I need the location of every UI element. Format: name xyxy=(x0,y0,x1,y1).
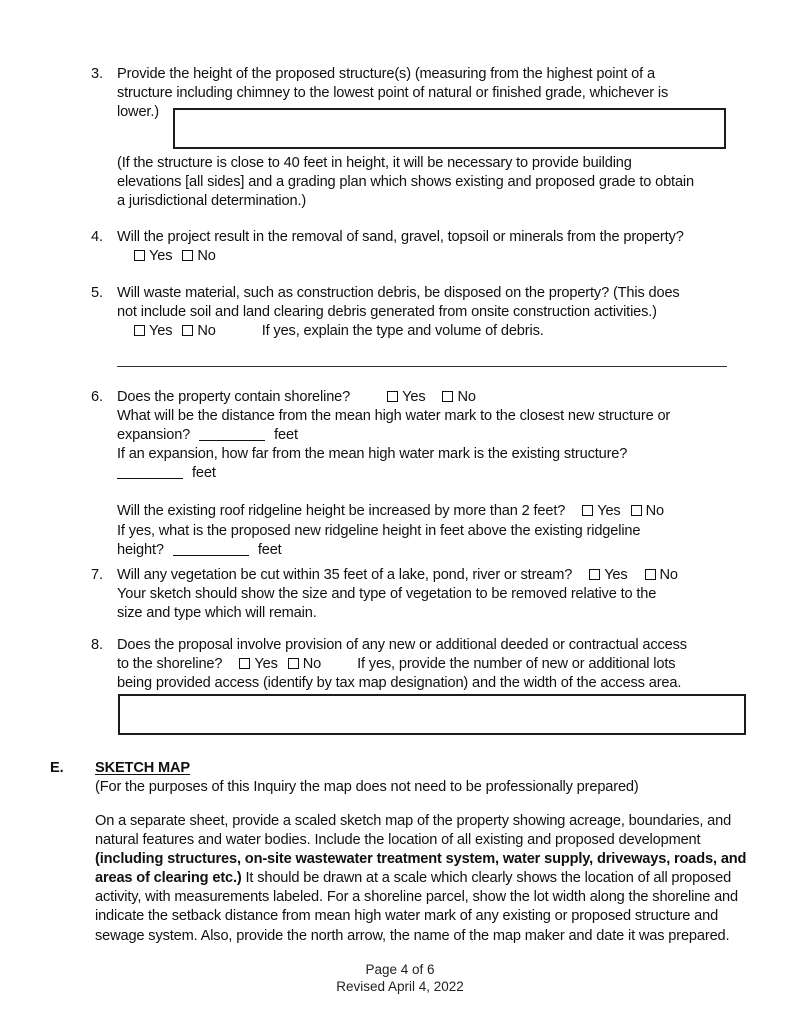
question-3-number: 3. xyxy=(91,66,103,82)
question-6-expansion-feet-label: feet xyxy=(274,427,298,444)
question-6-lead-line xyxy=(117,388,761,407)
question-7-lead: Will any vegetation be cut within 35 feet of a lake, pond, river or stream? xyxy=(117,567,573,583)
question-6-ridgeline-yes-checkbox[interactable] xyxy=(582,505,593,516)
footer-page-label: Page 4 of 6 xyxy=(365,962,435,977)
question-7-yes-label: Yes xyxy=(604,567,628,583)
section-e-paragraph-part-2: It should be drawn at a scale which clearly shows the location of all proposed activity, with measurements labeled. For a shoreline parcel, show the lot width along the shoreline and indicate the setback distance from mean high water mark of any existing or proposed structure and sewage system. Also, provide the north arrow, the name of the map maker and date it was prepared. xyxy=(95,870,738,944)
page-footer xyxy=(0,961,800,995)
question-3-answer-box[interactable] xyxy=(173,108,726,149)
question-6-ridgeline-followup-b xyxy=(117,541,761,560)
question-6-ridgeline-line xyxy=(117,502,761,521)
section-e-paragraph xyxy=(95,812,750,946)
question-7-body xyxy=(117,566,771,623)
question-6-existing-line: If an expansion, how far from the mean high water mark is the existing structure? xyxy=(117,446,628,463)
question-7-no-checkbox[interactable] xyxy=(645,569,656,580)
question-6-yes-label: Yes xyxy=(402,389,426,405)
question-8-number: 8. xyxy=(91,637,103,653)
question-4-no-label: No xyxy=(197,248,216,265)
section-e-paragraph-part-1: On a separate sheet, provide a scaled sketch map of the property showing acreage, boundaries, and natural features and water bodies. Include the location of all existing and proposed development xyxy=(95,813,732,849)
question-4-options xyxy=(117,247,751,266)
question-8-yes-checkbox[interactable] xyxy=(239,658,250,669)
question-3-line-2: structure including chimney to the lowest point of natural or finished grade, whichever is xyxy=(117,85,669,102)
question-6 xyxy=(91,388,761,560)
question-5-line-2: not include soil and land clearing debris generated from onsite construction activities.) xyxy=(117,304,657,321)
question-5 xyxy=(91,284,751,341)
question-7-no-label: No xyxy=(659,567,678,583)
question-8-shoreline-prefix: to the shoreline? xyxy=(117,656,223,673)
question-6-yes-checkbox[interactable] xyxy=(387,391,398,402)
question-8-answer-box[interactable] xyxy=(118,694,746,735)
question-6-no-label: No xyxy=(457,389,476,405)
question-4-body xyxy=(117,228,751,266)
question-6-ridgeline-question: Will the existing roof ridgeline height be increased by more than 2 feet? xyxy=(117,503,566,520)
question-7-number: 7. xyxy=(91,567,103,583)
question-8-body xyxy=(117,636,771,693)
question-6-number: 6. xyxy=(91,389,103,405)
question-6-ridgeline-yes-label: Yes xyxy=(597,503,621,520)
question-7-yes-checkbox[interactable] xyxy=(589,569,600,580)
question-5-line-1: Will waste material, such as construction debris, be disposed on the property? (This does xyxy=(117,285,680,301)
question-3-note xyxy=(117,154,757,211)
question-5-body xyxy=(117,284,751,341)
question-6-ridgeline-blank[interactable] xyxy=(173,543,249,556)
question-6-no-checkbox[interactable] xyxy=(442,391,453,402)
question-3-note-line-1: (If the structure is close to 40 feet in height, it will be necessary to provide building xyxy=(117,155,632,171)
footer-revision: Revised April 4, 2022 xyxy=(336,979,464,994)
question-6-distance-line: What will be the distance from the mean high water mark to the closest new structure or xyxy=(117,408,671,425)
question-7 xyxy=(91,566,771,623)
question-7-line-3: size and type which will remain. xyxy=(117,605,317,622)
question-6-body xyxy=(117,388,761,560)
question-8-yes-label: Yes xyxy=(254,656,278,673)
question-5-followup: If yes, explain the type and volume of debris. xyxy=(261,323,544,340)
question-6-ridgeline-no-checkbox[interactable] xyxy=(631,505,642,516)
question-6-ridgeline-height-prefix: height? xyxy=(117,541,164,558)
question-5-options xyxy=(117,322,751,341)
question-4-yes-label: Yes xyxy=(149,248,173,265)
question-3-note-line-3: a jurisdictional determination.) xyxy=(117,193,307,210)
question-6-expansion-blank[interactable] xyxy=(199,428,265,441)
question-6-spacer xyxy=(117,483,761,502)
section-e-paragraph-bold-1: (including structures, on-site wastewater treatment system, water supply, driveways, roads, and areas of clearing etc.) xyxy=(95,851,747,887)
question-8-followup: If yes, provide the number of new or additional lots xyxy=(357,656,676,673)
question-5-number: 5. xyxy=(91,285,103,301)
section-e-title: SKETCH MAP xyxy=(95,760,190,776)
question-6-ridgeline-no-label: No xyxy=(645,503,664,520)
question-5-yes-label: Yes xyxy=(149,323,173,340)
question-4-number: 4. xyxy=(91,229,103,245)
section-e-subtitle: (For the purposes of this Inquiry the map does not need to be professionally prepared) xyxy=(95,779,639,795)
question-4-no-checkbox[interactable] xyxy=(182,250,193,261)
question-8-no-checkbox[interactable] xyxy=(288,658,299,669)
question-3-line-3: lower.) xyxy=(117,104,159,121)
question-5-yes-checkbox[interactable] xyxy=(134,325,145,336)
question-5-answer-rule[interactable] xyxy=(117,366,727,367)
question-8-line-1: Does the proposal involve provision of any new or additional deeded or contractual access xyxy=(117,637,687,653)
question-8-no-label: No xyxy=(302,656,322,673)
question-6-lead: Does the property contain shoreline? xyxy=(117,389,351,405)
question-6-ridgeline-feet-label: feet xyxy=(257,541,282,558)
question-6-existing-feet-label: feet xyxy=(192,465,216,482)
question-5-no-checkbox[interactable] xyxy=(182,325,193,336)
question-4 xyxy=(91,228,751,266)
question-5-no-label: No xyxy=(197,323,216,340)
question-6-existing-blank[interactable] xyxy=(117,466,183,479)
question-8-options-line xyxy=(117,655,771,674)
question-7-line-2: Your sketch should show the size and type of vegetation to be removed relative to the xyxy=(117,586,657,603)
question-3-line-1: Provide the height of the proposed structure(s) (measuring from the highest point of a xyxy=(117,66,655,82)
section-e-letter: E. xyxy=(50,760,64,776)
question-8 xyxy=(91,636,771,693)
question-4-line-1: Will the project result in the removal of sand, gravel, topsoil or minerals from the property? xyxy=(117,229,684,245)
question-4-yes-checkbox[interactable] xyxy=(134,250,145,261)
question-6-expansion-line xyxy=(117,426,761,445)
question-8-line-3: being provided access (identify by tax map designation) and the width of the access area. xyxy=(117,675,682,692)
question-3-note-line-2: elevations [all sides] and a grading plan which shows existing and proposed grade to obtain xyxy=(117,174,694,191)
question-7-lead-line xyxy=(117,566,771,585)
question-6-expansion-prefix: expansion? xyxy=(117,427,191,444)
question-6-existing-blank-line xyxy=(117,464,761,483)
question-6-ridgeline-followup-a: If yes, what is the proposed new ridgeline height in feet above the existing ridgeline xyxy=(117,522,641,539)
